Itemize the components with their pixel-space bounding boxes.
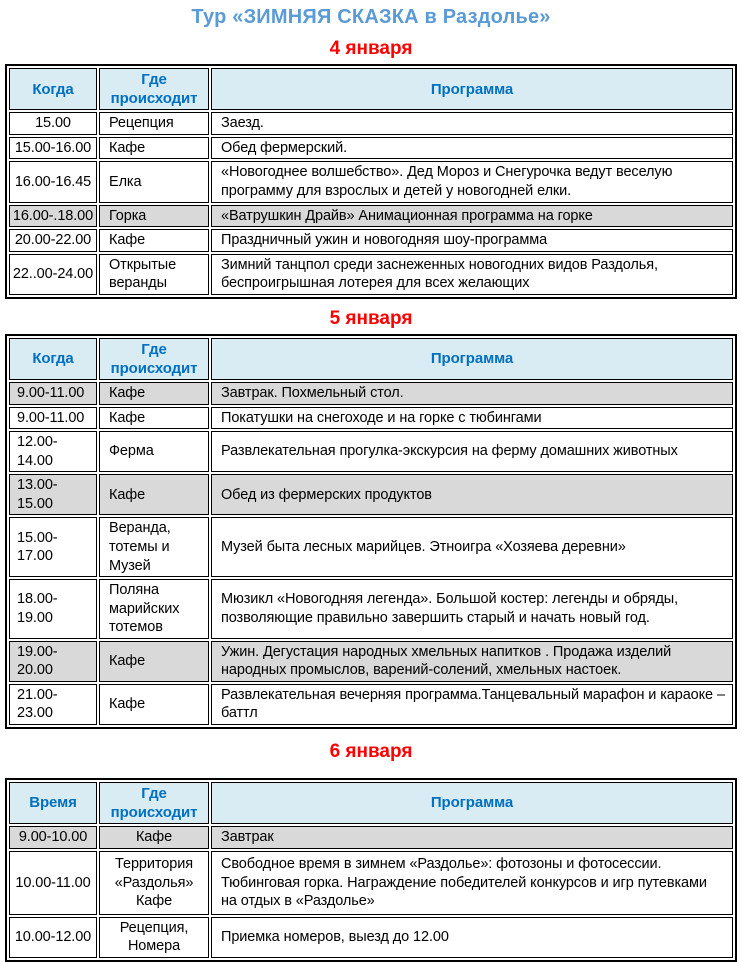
schedule-table: [5, 334, 737, 729]
table-row: [9, 137, 733, 160]
time-cell: 9.00-11.00: [9, 382, 97, 405]
column-header-when: Время: [9, 782, 97, 824]
program-cell: Музей быта лесных марийцев. Этноигра «Хозяева деревни»: [211, 517, 733, 577]
column-header-program: Программа: [211, 68, 733, 110]
table-body: [9, 826, 733, 958]
table-row: [9, 161, 733, 202]
table-row: [9, 254, 733, 295]
table-row: [9, 205, 733, 228]
program-cell: Обед фермерский.: [211, 137, 733, 160]
time-cell: 16.00-.18.00: [9, 205, 97, 228]
table-row: [9, 382, 733, 405]
location-cell: Елка: [99, 161, 209, 202]
program-cell: Обед из фермерских продуктов: [211, 474, 733, 515]
date-heading: 5 января: [329, 307, 413, 329]
table-row: [9, 826, 733, 849]
column-header-program: Программа: [211, 782, 733, 824]
time-cell: 13.00-15.00: [9, 474, 97, 515]
table-header: [9, 782, 733, 824]
program-cell: Зимний танцпол среди заснеженных новогодних видов Раздолья, беспроигрышная лотерея для всех желающих: [211, 254, 733, 295]
header-row: [9, 338, 733, 380]
program-cell: Развлекательная прогулка-экскурсия на ферму домашних животных: [211, 431, 733, 472]
column-header-when: Когда: [9, 68, 97, 110]
location-cell: Горка: [99, 205, 209, 228]
program-cell: Завтрак. Похмельный стол.: [211, 382, 733, 405]
location-cell: Кафе: [99, 407, 209, 430]
table-row: [9, 517, 733, 577]
location-cell: Кафе: [99, 826, 209, 849]
column-header-where: Где происходит: [99, 68, 209, 110]
section-jan-6: [0, 741, 742, 962]
location-cell: Кафе: [99, 641, 209, 682]
time-cell: 15.00-16.00: [9, 137, 97, 160]
time-cell: 10.00-12.00: [9, 917, 97, 958]
program-cell: «Новогоднее волшебство». Дед Мороз и Снегурочка ведут веселую программу для взрослых и детей у новогодней елки.: [211, 161, 733, 202]
program-cell: «Ватрушкин Драйв» Анимационная программа на горке: [211, 205, 733, 228]
table-body: [9, 112, 733, 294]
date-heading: 4 января: [329, 38, 413, 59]
table-row: [9, 851, 733, 915]
location-cell: Открытые веранды: [99, 254, 209, 295]
section-jan-4: [0, 38, 742, 299]
header-row: [9, 68, 733, 110]
program-cell: Приемка номеров, выезд до 12.00: [211, 917, 733, 958]
header-row: [9, 782, 733, 824]
schedule-table: [5, 64, 737, 299]
section-jan-5: [0, 308, 742, 729]
program-cell: Заезд.: [211, 112, 733, 135]
table-header: [9, 338, 733, 380]
time-cell: 22..00-24.00: [9, 254, 97, 295]
table-row: [9, 474, 733, 515]
column-header-program: Программа: [211, 338, 733, 380]
location-cell: Кафе: [99, 137, 209, 160]
time-cell: 20.00-22.00: [9, 229, 97, 252]
column-header-where: Где происходит: [99, 782, 209, 824]
program-cell: Покатушки на снегоходе и на горке с тюбингами: [211, 407, 733, 430]
time-cell: 21.00-23.00: [9, 684, 97, 725]
location-cell: Рецепция: [99, 112, 209, 135]
time-cell: 15.00-17.00: [9, 517, 97, 577]
time-cell: 18.00-19.00: [9, 579, 97, 639]
table-row: [9, 579, 733, 639]
table-row: [9, 641, 733, 682]
table-row: [9, 684, 733, 725]
time-cell: 19.00-20.00: [9, 641, 97, 682]
time-cell: 9.00-10.00: [9, 826, 97, 849]
table-row: [9, 229, 733, 252]
time-cell: 15.00: [9, 112, 97, 135]
time-cell: 10.00-11.00: [9, 851, 97, 915]
table-body: [9, 382, 733, 725]
location-cell: Кафе: [99, 684, 209, 725]
page-title: Тур «ЗИМНЯЯ СКАЗКА в Раздолье»: [191, 6, 551, 28]
program-cell: Развлекательная вечерняя программа.Танцевальный марафон и караоке – баттл: [211, 684, 733, 725]
location-cell: Поляна марийских тотемов: [99, 579, 209, 639]
location-cell: Кафе: [99, 229, 209, 252]
column-header-when: Когда: [9, 338, 97, 380]
location-cell: Кафе: [99, 474, 209, 515]
column-header-where: Где происходит: [99, 338, 209, 380]
program-cell: Свободное время в зимнем «Раздолье»: фотозоны и фотосессии. Тюбинговая горка. Награждение победителей конкурсов и игр путевками на отдых в «Раздолье»: [211, 851, 733, 915]
table-header: [9, 68, 733, 110]
time-cell: 9.00-11.00: [9, 407, 97, 430]
location-cell: Рецепция, Номера: [99, 917, 209, 958]
date-heading: 6 января: [329, 740, 413, 762]
table-row: [9, 112, 733, 135]
time-cell: 16.00-16.45: [9, 161, 97, 202]
program-cell: Завтрак: [211, 826, 733, 849]
program-cell: Праздничный ужин и новогодняя шоу-программа: [211, 229, 733, 252]
table-row: [9, 917, 733, 958]
location-cell: Веранда, тотемы и Музей: [99, 517, 209, 577]
time-cell: 12.00-14.00: [9, 431, 97, 472]
table-row: [9, 407, 733, 430]
program-cell: Ужин. Дегустация народных хмельных напитков . Продажа изделий народных промыслов, варений-солений, хмельных настоек.: [211, 641, 733, 682]
location-cell: Территория «Раздолья» Кафе: [99, 851, 209, 915]
location-cell: Кафе: [99, 382, 209, 405]
location-cell: Ферма: [99, 431, 209, 472]
table-row: [9, 431, 733, 472]
program-cell: Мюзикл «Новогодняя легенда». Большой костер: легенды и обряды, позволяющие правильно завершить старый и начать новый год.: [211, 579, 733, 639]
schedule-table: [5, 778, 737, 962]
